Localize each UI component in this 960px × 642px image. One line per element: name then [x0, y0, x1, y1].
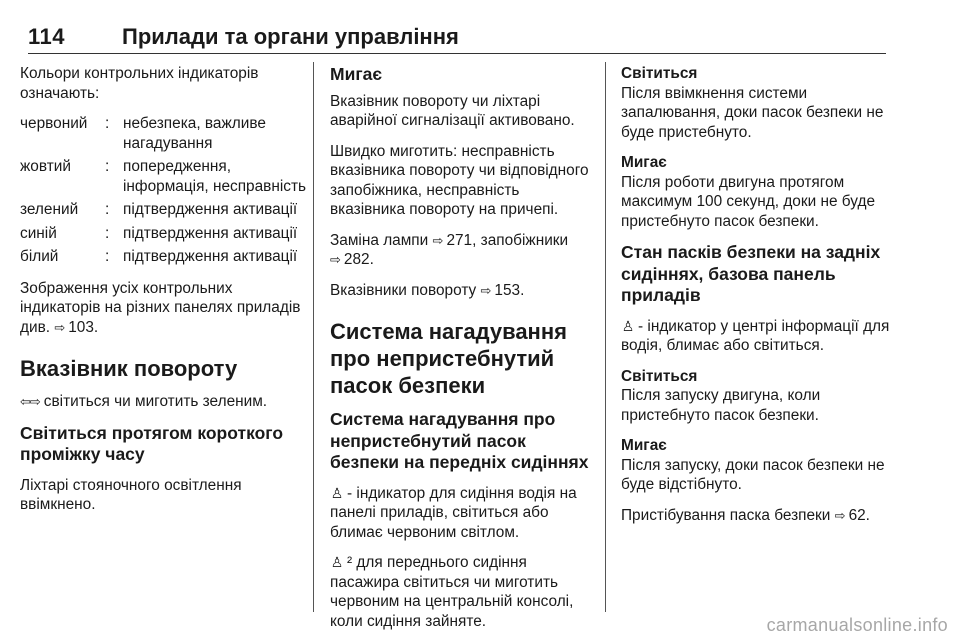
color-name: білий	[20, 248, 59, 265]
colon: :	[105, 115, 110, 132]
color-meaning: небезпека, важливе нагадування	[123, 115, 266, 152]
page-header	[28, 24, 884, 52]
page-reference[interactable]: 282.	[343, 251, 374, 268]
color-name: червоний	[20, 115, 88, 132]
fastening-paragraph	[621, 506, 901, 526]
color-name: жовтий	[20, 158, 71, 175]
color-meaning: підтвердження активації	[123, 201, 298, 218]
overview-text: Зображення усіх контрольних індикаторів на різних панелях приладів див.	[20, 279, 301, 336]
table-row	[20, 224, 312, 244]
flash-paragraph-2: Швидко миготить: несправність вказівника повороту чи відповідного запобіжника, несправність вказівника повороту на причепі.	[330, 142, 589, 218]
section-heading-seatbelt-reminder: Система нагадування про непристебнутий пасок безпеки	[330, 319, 567, 398]
table-row	[20, 247, 312, 267]
passenger-icon-superscript: ²	[347, 554, 353, 571]
passenger-seat-text: для переднього сидіння пасажира світиться чи миготить червоним на центральній консолі, коли сидіння зайняте.	[330, 554, 574, 630]
subheading-flashes: Мигає	[621, 437, 667, 454]
colon: :	[105, 158, 110, 175]
table-row	[20, 114, 312, 153]
subheading-lit: Світиться	[621, 65, 698, 82]
column-right	[621, 64, 901, 536]
seatbelt-icon: ♙	[621, 317, 635, 334]
page-reference[interactable]: 271, запобіжники	[446, 231, 569, 249]
bulb-replacement-text: Заміна лампи	[330, 231, 429, 249]
color-name: зелений	[20, 201, 79, 218]
cross-reference-arrow-icon: ⇨	[432, 232, 444, 248]
colon: :	[105, 248, 110, 265]
color-meaning-table	[20, 114, 312, 267]
column-middle	[330, 64, 598, 642]
color-meaning: попередження, інформація, несправність	[123, 158, 307, 195]
subheading-flashes: Мигає	[330, 64, 383, 84]
subheading-front-seats: Система нагадування про непристебнутий пасок безпеки на передніх сидіннях	[330, 409, 589, 472]
bulb-replacement-paragraph	[330, 231, 598, 270]
color-meaning: підтвердження активації	[123, 248, 298, 265]
section-heading-turn-indicator: Вказівник повороту	[20, 356, 238, 381]
passenger-seatbelt-icon: ♙	[330, 554, 344, 570]
watermark: carmanualsonline.info	[766, 615, 948, 635]
colon: :	[105, 224, 110, 242]
cross-reference-arrow-icon: ⇨	[54, 319, 66, 335]
turn-signal-arrows-icon: ⇦⇨	[20, 394, 40, 409]
page-reference[interactable]: 62.	[848, 506, 870, 524]
subheading-lit: Світиться	[621, 367, 698, 385]
turn-indicator-text: світиться чи миготить зеленим.	[43, 393, 268, 410]
flash-paragraph-1: Вказівник повороту чи ліхтарі аварійної сигналізації активовано.	[330, 92, 575, 129]
driver-seat-text: - індикатор для сидіння водія на панелі приладів, світиться або блимає червоним світлом.	[330, 484, 577, 541]
turn-indicators-paragraph	[330, 281, 598, 301]
ignition-lit-text: Після ввімкнення системи запалювання, доки пасок безпеки не буде пристебнуто.	[621, 84, 884, 141]
cross-reference-arrow-icon: ⇨	[834, 507, 846, 523]
subheading-lit-briefly: Світиться протягом короткого проміжку часу	[20, 422, 284, 464]
passenger-seat-paragraph	[330, 553, 598, 631]
color-meaning: підтвердження активації	[123, 224, 298, 242]
colors-intro: Кольори контрольних індикаторів означають:	[20, 65, 259, 102]
engine-flash-text: Після роботи двигуна протягом максимум 100 секунд, доки не буде пристебнуто пасок безпеки.	[621, 173, 875, 230]
column-divider	[313, 62, 314, 612]
parking-lights-text: Ліхтарі стояночного освітлення ввімкнено.	[20, 476, 242, 513]
rear-status-text: - індикатор у центрі інформації для водія, блимає або світиться.	[621, 317, 890, 354]
turn-indicator-paragraph	[20, 392, 312, 412]
cross-reference-arrow-icon: ⇨	[330, 252, 341, 267]
overview-paragraph	[20, 279, 312, 338]
turn-indicators-text: Вказівники повороту	[330, 281, 477, 299]
table-row	[20, 200, 312, 220]
subheading-rear-seatbelt-status: Стан пасків безпеки на задніх сидіннях, базова панель приладів	[621, 242, 881, 305]
column-divider	[605, 62, 606, 612]
page-reference[interactable]: 153.	[494, 281, 525, 299]
rear-status-paragraph	[621, 317, 901, 356]
driver-seat-paragraph	[330, 484, 598, 543]
fastening-text: Пристібування паска безпеки	[621, 506, 831, 524]
subheading-flashes: Мигає	[621, 154, 667, 171]
colon: :	[105, 201, 110, 218]
page-number: 114	[28, 24, 65, 49]
header-divider	[28, 53, 886, 54]
page-reference[interactable]: 103.	[68, 318, 99, 336]
table-row	[20, 157, 312, 196]
seatbelt-icon: ♙	[330, 484, 344, 501]
unfasten-flash-text: Після запуску, доки пасок безпеки не буде відстібнуто.	[621, 456, 885, 493]
page-title: Прилади та органи управління	[122, 24, 459, 49]
color-name: синій	[20, 224, 57, 242]
engine-start-lit-text: Після запуску двигуна, коли пристебнуто пасок безпеки.	[621, 387, 821, 424]
column-left	[20, 64, 312, 526]
cross-reference-arrow-icon: ⇨	[480, 282, 492, 298]
